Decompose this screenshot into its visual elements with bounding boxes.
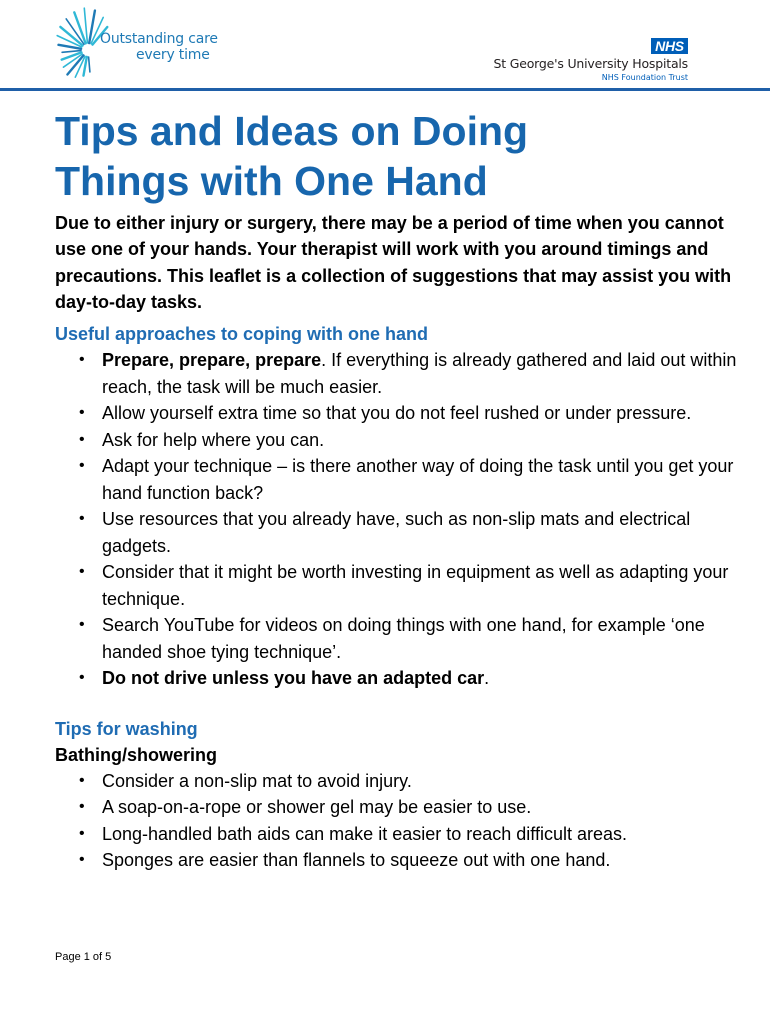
list-item	[79, 347, 745, 400]
document-title	[55, 106, 745, 206]
list-item-text: Sponges are easier than flannels to squeeze out with one hand.	[102, 850, 611, 871]
list-item	[79, 559, 745, 612]
bullet-icon: •	[79, 404, 85, 422]
list-item-text: Allow yourself extra time so that you do not feel rushed or under pressure.	[102, 403, 692, 424]
bullet-icon: •	[79, 430, 85, 448]
page-header	[0, 0, 770, 92]
bullet-icon: •	[79, 851, 85, 869]
bullet-icon: •	[79, 510, 85, 528]
bullet-icon: •	[79, 616, 85, 634]
bullet-icon: •	[79, 457, 85, 475]
section-heading-washing: Tips for washing	[55, 718, 198, 739]
nhs-logo: NHS	[651, 38, 688, 54]
bullet-icon: •	[79, 798, 85, 816]
list-item	[79, 400, 745, 427]
bullet-icon: •	[79, 351, 85, 369]
page-number: Page 1 of 5	[55, 951, 112, 963]
list-item-text: Long-handled bath aids can make it easier to reach difficult areas.	[102, 823, 627, 844]
list-item	[79, 665, 745, 692]
logo-tagline	[100, 31, 218, 63]
list-item	[79, 612, 745, 665]
header-divider	[0, 88, 770, 91]
title-line-1: Tips and Ideas on Doing	[55, 108, 529, 154]
list-item-text: Adapt your technique – is there another way of doing the task until you get your hand function back?	[102, 456, 734, 503]
intro-paragraph: Due to either injury or surgery, there may be a period of time when you cannot use one of your hands. Your therapist will work with you around timings and precautions. This leaflet is a collection of suggestions that may assist you with day-to-day tasks.	[55, 213, 732, 312]
list-item	[79, 794, 745, 821]
list-item-bold-text: Do not drive unless you have an adapted car	[102, 668, 485, 689]
list-item-text: . If everything is already gathered and laid out within reach, the task will be much easier.	[102, 350, 737, 397]
bullet-icon: •	[79, 771, 85, 789]
list-item-text: Search YouTube for videos on doing things with one hand, for example ‘one handed shoe tying technique’.	[102, 615, 705, 662]
bullet-icon: •	[79, 563, 85, 581]
list-item-text: Use resources that you already have, such as non-slip mats and electrical gadgets.	[102, 509, 691, 556]
title-line-2: Things with One Hand	[55, 158, 488, 204]
list-item-text: A soap-on-a-rope or shower gel may be easier to use.	[102, 797, 532, 818]
section-heading-coping: Useful approaches to coping with one hand	[55, 324, 429, 345]
coping-tips-list	[55, 347, 745, 692]
trust-subtitle: NHS Foundation Trust	[601, 73, 688, 82]
logo-line-2: every time	[136, 47, 210, 63]
list-item	[79, 506, 745, 559]
bullet-icon: •	[79, 669, 85, 687]
document-body	[55, 106, 745, 874]
list-item-bold-text: Prepare, prepare, prepare	[102, 350, 322, 371]
list-item	[79, 427, 745, 454]
list-item-text: Consider that it might be worth investing in equipment as well as adapting your technique.	[102, 562, 729, 609]
washing-tips-list	[55, 768, 745, 874]
list-item-text: Ask for help where you can.	[102, 429, 325, 450]
list-item	[79, 453, 745, 506]
trust-name: St George's University Hospitals	[493, 56, 688, 71]
list-item-text: Consider a non-slip mat to avoid injury.	[102, 770, 412, 791]
list-item	[79, 821, 745, 848]
subheading-bathing: Bathing/showering	[55, 744, 217, 765]
list-item-text: .	[484, 668, 490, 689]
logo-line-1: Outstanding care	[100, 31, 218, 47]
bullet-icon: •	[79, 824, 85, 842]
list-item	[79, 847, 745, 874]
list-item	[79, 768, 745, 795]
